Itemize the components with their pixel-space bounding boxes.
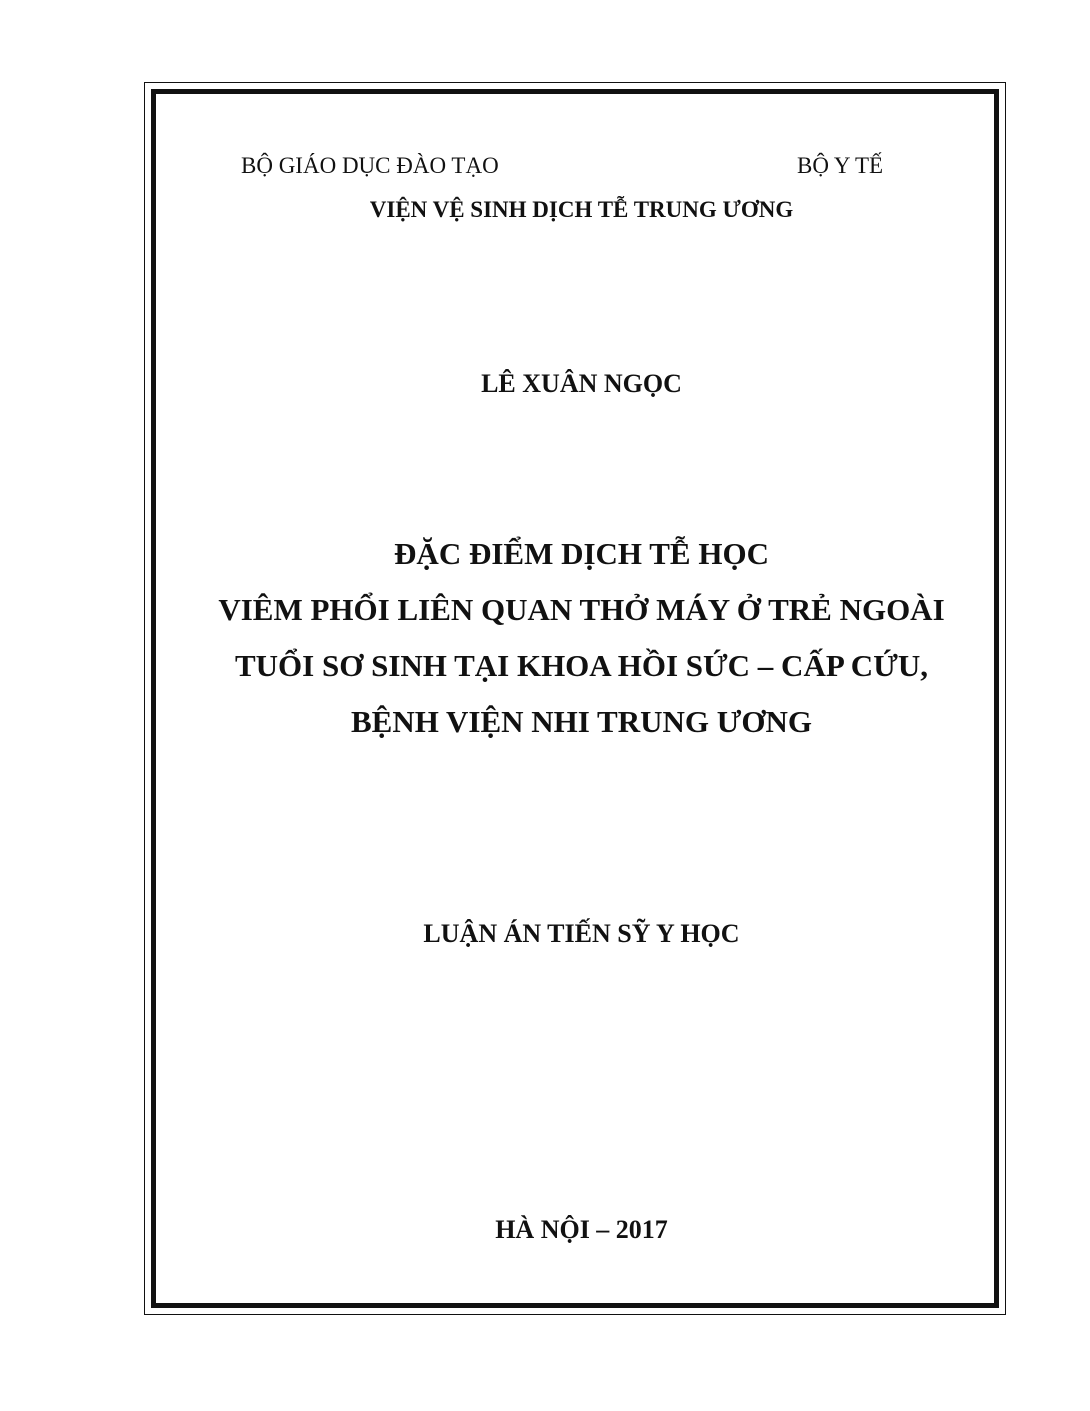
thesis-title-line: VIÊM PHỔI LIÊN QUAN THỞ MÁY Ở TRẺ NGOÀI <box>218 592 945 627</box>
thesis-title-line: TUỔI SƠ SINH TẠI KHOA HỒI SỨC – CẤP CỨU, <box>234 648 929 683</box>
thesis-title-line: ĐẶC ĐIỂM DỊCH TỄ HỌC <box>394 536 769 571</box>
thesis-title <box>0 532 1090 756</box>
ministry-education: BỘ GIÁO DỤC ĐÀO TẠO <box>241 153 499 178</box>
degree-label: LUẬN ÁN TIẾN SỸ Y HỌC <box>423 919 740 948</box>
ministry-health: BỘ Y TẾ <box>797 153 884 178</box>
place-year: HÀ NỘI – 2017 <box>495 1215 668 1244</box>
thesis-title-line: BỆNH VIỆN NHI TRUNG ƯƠNG <box>350 704 813 739</box>
author-name: LÊ XUÂN NGỌC <box>481 369 682 398</box>
institute-name: VIỆN VỆ SINH DỊCH TỄ TRUNG ƯƠNG <box>369 197 794 222</box>
